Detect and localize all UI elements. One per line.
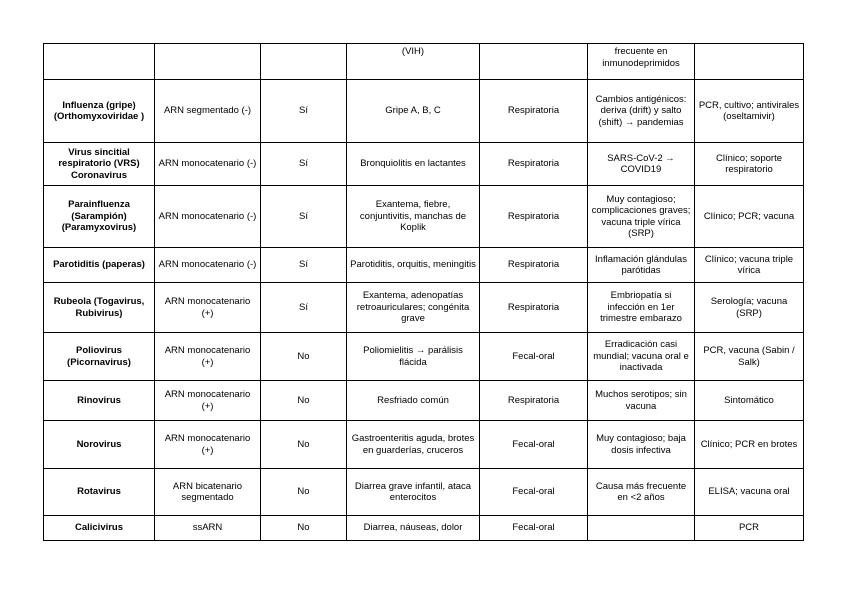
genome-cell: ARN segmentado (-) (155, 80, 261, 143)
virus-name-cell: Poliovirus (Picornavirus) (44, 333, 155, 381)
genome-cell: ARN monocatenario (-) (155, 186, 261, 248)
virus-name-cell: Calicivirus (44, 516, 155, 541)
genome-cell: ARN monocatenario (-) (155, 143, 261, 186)
table-row (44, 186, 804, 248)
envelope-cell: No (261, 516, 347, 541)
transmission-cell (480, 44, 588, 80)
diagnosis-cell (695, 44, 804, 80)
envelope-cell: Sí (261, 80, 347, 143)
notes-cell (588, 516, 695, 541)
genome-cell: ARN monocatenario (+) (155, 381, 261, 421)
virus-table (43, 43, 804, 541)
transmission-cell: Respiratoria (480, 80, 588, 143)
genome-cell: ARN bicatenario segmentado (155, 469, 261, 516)
disease-cell: (VIH) (347, 44, 480, 80)
disease-cell: Resfriado común (347, 381, 480, 421)
diagnosis-cell: PCR, vacuna (Sabin / Salk) (695, 333, 804, 381)
diagnosis-cell: Clínico; vacuna triple vírica (695, 248, 804, 283)
genome-cell: ARN monocatenario (+) (155, 421, 261, 469)
virus-name-cell: Rinovirus (44, 381, 155, 421)
transmission-cell: Fecal-oral (480, 516, 588, 541)
envelope-cell: Sí (261, 248, 347, 283)
envelope-cell: No (261, 381, 347, 421)
disease-cell: Parotiditis, orquitis, meningitis (347, 248, 480, 283)
table-row (44, 469, 804, 516)
virus-name-cell: Rubeola (Togavirus, Rubivirus) (44, 283, 155, 333)
notes-cell: Embriopatía si infección en 1er trimestre embarazo (588, 283, 695, 333)
virus-name-cell: Virus sincitial respiratorio (VRS) Coronavirus (44, 143, 155, 186)
virus-name-cell (44, 44, 155, 80)
envelope-cell: Sí (261, 186, 347, 248)
notes-cell: Muchos serotipos; sin vacuna (588, 381, 695, 421)
diagnosis-cell: Clínico; soporte respiratorio (695, 143, 804, 186)
notes-cell: Muy contagioso; complicaciones graves; vacuna triple vírica (SRP) (588, 186, 695, 248)
transmission-cell: Respiratoria (480, 186, 588, 248)
transmission-cell: Respiratoria (480, 381, 588, 421)
virus-name-cell: Norovirus (44, 421, 155, 469)
envelope-cell: No (261, 469, 347, 516)
disease-cell: Poliomielitis → parálisis flácida (347, 333, 480, 381)
transmission-cell: Respiratoria (480, 283, 588, 333)
notes-cell: Inflamación glándulas parótidas (588, 248, 695, 283)
table-row (44, 44, 804, 80)
diagnosis-cell: ELISA; vacuna oral (695, 469, 804, 516)
table-row (44, 80, 804, 143)
disease-cell: Exantema, adenopatías retroauriculares; congénita grave (347, 283, 480, 333)
envelope-cell: No (261, 421, 347, 469)
notes-cell: Causa más frecuente en <2 años (588, 469, 695, 516)
diagnosis-cell: Clínico; PCR; vacuna (695, 186, 804, 248)
transmission-cell: Fecal-oral (480, 469, 588, 516)
transmission-cell: Respiratoria (480, 248, 588, 283)
genome-cell: ARN monocatenario (+) (155, 283, 261, 333)
table-row (44, 516, 804, 541)
envelope-cell: Sí (261, 143, 347, 186)
table-row (44, 333, 804, 381)
disease-cell: Bronquiolitis en lactantes (347, 143, 480, 186)
genome-cell: ARN monocatenario (-) (155, 248, 261, 283)
genome-cell: ssARN (155, 516, 261, 541)
table-row (44, 143, 804, 186)
table-row (44, 381, 804, 421)
diagnosis-cell: PCR, cultivo; antivirales (oseltamivir) (695, 80, 804, 143)
genome-cell (155, 44, 261, 80)
transmission-cell: Fecal-oral (480, 333, 588, 381)
disease-cell: Gripe A, B, C (347, 80, 480, 143)
genome-cell: ARN monocatenario (+) (155, 333, 261, 381)
transmission-cell: Fecal-oral (480, 421, 588, 469)
diagnosis-cell: PCR (695, 516, 804, 541)
table-row (44, 421, 804, 469)
diagnosis-cell: Sintomático (695, 381, 804, 421)
disease-cell: Diarrea, náuseas, dolor (347, 516, 480, 541)
diagnosis-cell: Serología; vacuna (SRP) (695, 283, 804, 333)
diagnosis-cell: Clínico; PCR en brotes (695, 421, 804, 469)
transmission-cell: Respiratoria (480, 143, 588, 186)
virus-name-cell: Parainfluenza (Sarampión) (Paramyxovirus) (44, 186, 155, 248)
notes-cell: Muy contagioso; baja dosis infectiva (588, 421, 695, 469)
notes-cell: Cambios antigénicos: deriva (drift) y salto (shift) → pandemias (588, 80, 695, 143)
table-row (44, 248, 804, 283)
notes-cell: SARS-CoV-2 → COVID19 (588, 143, 695, 186)
envelope-cell: No (261, 333, 347, 381)
notes-cell: frecuente en inmunodeprimidos (588, 44, 695, 80)
disease-cell: Diarrea grave infantil, ataca enterocitos (347, 469, 480, 516)
virus-name-cell: Rotavirus (44, 469, 155, 516)
disease-cell: Gastroenteritis aguda, brotes en guarderías, cruceros (347, 421, 480, 469)
envelope-cell (261, 44, 347, 80)
virus-name-cell: Parotiditis (paperas) (44, 248, 155, 283)
notes-cell: Erradicación casi mundial; vacuna oral e inactivada (588, 333, 695, 381)
table-row (44, 283, 804, 333)
virus-name-cell: Influenza (gripe) (Orthomyxoviridae ) (44, 80, 155, 143)
disease-cell: Exantema, fiebre, conjuntivitis, manchas de Koplik (347, 186, 480, 248)
envelope-cell: Sí (261, 283, 347, 333)
